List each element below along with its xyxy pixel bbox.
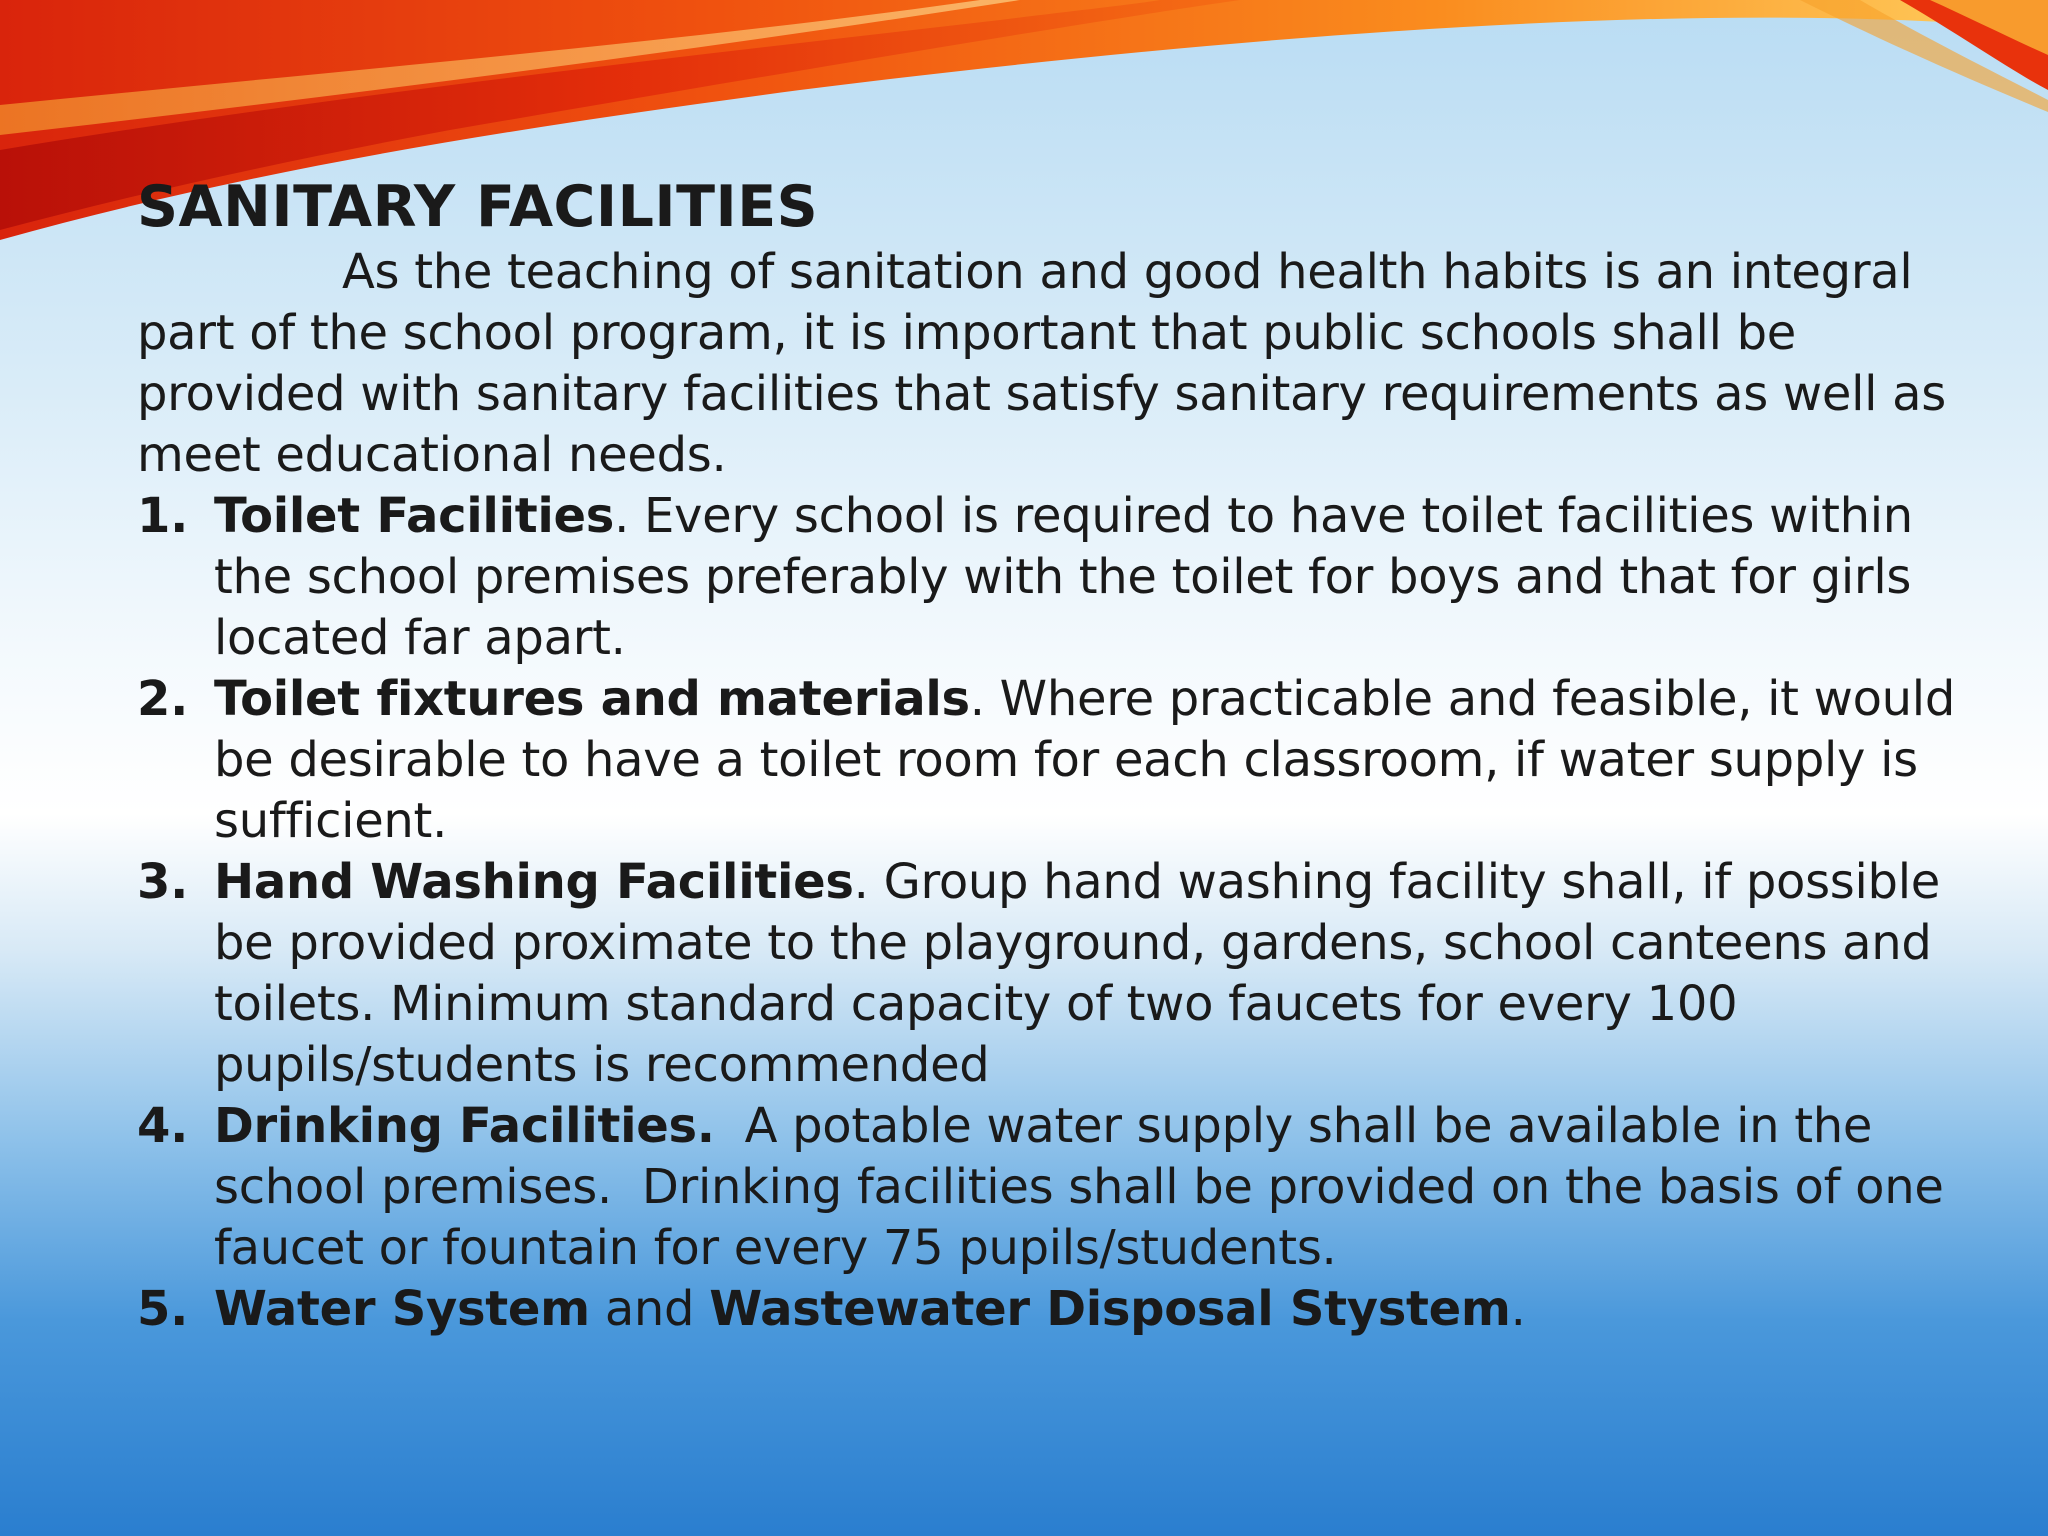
list-item xyxy=(137,1279,1967,1340)
item-heading: Toilet fixtures and materials xyxy=(214,671,970,727)
list-item xyxy=(137,486,1967,669)
item-number: 3. xyxy=(137,854,189,910)
list-item xyxy=(137,852,1967,1096)
item-number: 4. xyxy=(137,1098,189,1154)
facilities-list xyxy=(137,486,1967,1340)
item-end: . xyxy=(1510,1281,1526,1337)
item-heading: Drinking Facilities. xyxy=(214,1098,715,1154)
intro-paragraph: As the teaching of sanitation and good health habits is an integral part of the school program, it is important that public schools shall be provided with sanitary facilities that satisfy sanitary requirements as well as meet educational needs. xyxy=(137,244,1946,483)
item-heading: Water System xyxy=(214,1281,590,1337)
item-text: . Where practicable and feasible, it would be desirable to have a toilet room for each classroom, if water supply is sufficient. xyxy=(214,671,1955,849)
item-text: . Group hand washing facility shall, if possible be provided proximate to the playground, gardens, school canteens and toilets. Minimum standard capacity of two faucets for every 100 pupils/students is recommended xyxy=(214,854,1940,1093)
item-number: 5. xyxy=(137,1281,189,1337)
item-heading: Toilet Facilities xyxy=(214,488,615,544)
item-connector: and xyxy=(589,1281,710,1337)
list-item xyxy=(137,1096,1967,1279)
item-text: A potable water supply shall be available in the school premises. Drinking facilities shall be provided on the basis of one faucet or fountain for every 75 pupils/students. xyxy=(214,1098,1959,1276)
list-item xyxy=(137,669,1967,852)
item-number: 2. xyxy=(137,671,189,727)
item-number: 1. xyxy=(137,488,189,544)
slide-title: SANITARY FACILITIES xyxy=(137,174,819,240)
item-text: . Every school is required to have toilet facilities within the school premises preferably with the toilet for boys and that for girls located far apart. xyxy=(214,488,1913,666)
item-heading-secondary: Wastewater Disposal Stystem xyxy=(709,1281,1511,1337)
item-heading: Hand Washing Facilities xyxy=(214,854,854,910)
slide-content xyxy=(137,172,1967,1340)
